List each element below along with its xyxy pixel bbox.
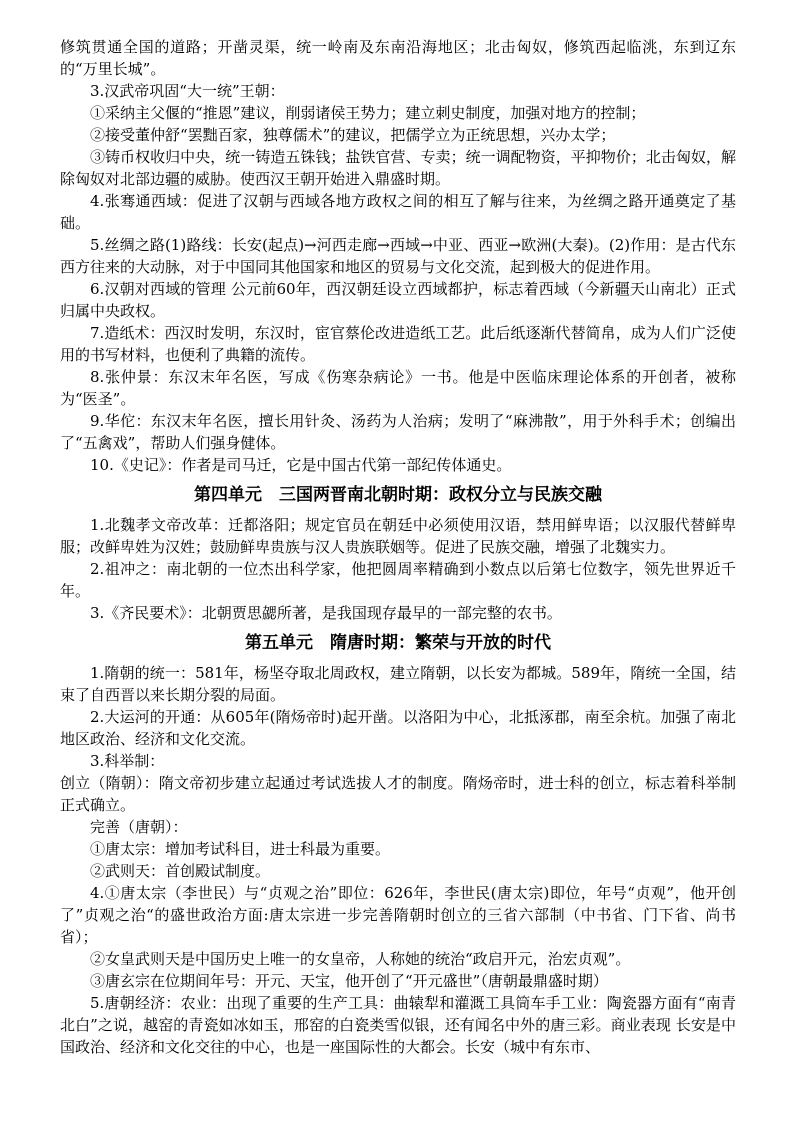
paragraph-tang-taizong-keju: ①唐太宗：增加考试科目，进士科最为重要。 [90,840,391,858]
unit-5-heading: 第五单元 隋唐时期：繁荣与开放的时代 [245,633,551,653]
paragraph-papermaking: 7.造纸术：西汉时发明，东汉时，宦官蔡伦改进造纸工艺。此后纸逐渐代替简帛，成为人们广泛使用的书写材料，也便利了典籍的流传。 [60,324,736,364]
paragraph-hua-tuo: 9.华佗：东汉末年名医，擅长用针灸、汤药为人治病；发明了“麻沸散”，用于外科手术；创编出了“五禽戏”，帮助人们强身健体。 [60,412,736,452]
paragraph-keju-founding: 创立（隋朝）：隋文帝初步建立起通过考试选拔人才的制度。隋炀帝时，进士科的创立，标志着科举制正式确立。 [60,774,736,814]
paragraph-western-regions: 6.汉朝对西域的管理 公元前60年，西汉朝廷设立西域都护，标志着西域（今新疆天山南北）正式归属中央政权。 [60,280,736,320]
paragraph-xiaowen-reform: 1.北魏孝文帝改革：迁都洛阳；规定官员在朝廷中必须使用汉语，禁用鲜卑语；以汉服代替鲜卑服；改鲜卑姓为汉姓；鼓励鲜卑贵族与汉人贵族联姻等。促进了民族交融，增强了北魏实力。 [60,516,736,556]
paragraph-sui-unification: 1.隋朝的统一：581年，杨坚夺取北周政权，建立隋朝，以长安为都城。589年，隋统一全国，结束了自西晋以来长期分裂的局面。 [60,664,736,704]
paragraph-han-wudi-2: ②接受董仲舒“罢黜百家，独尊儒术”的建议，把儒学立为正统思想，兴办太学； [90,126,616,144]
paragraph-zu-chongzhi: 2.祖冲之：南北朝的一位杰出科学家，他把圆周率精确到小数点以后第七位数字，领先世界近千年。 [60,560,736,600]
paragraph-zhenguan: 4.①唐太宗（李世民）与“贞观之治”即位：626年，李世民(唐太宗)即位，年号“贞观”，他开创了”贞观之治“的盛世政治方面:唐太宗进一步完善隋朝时创立的三省六部制（中书省、门下省、尚书省）； [60,884,736,946]
paragraph-keju-perfecting: 完善（唐朝）： [90,818,188,836]
paragraph-qin-roads: 修筑贯通全国的道路；开凿灵渠，统一岭南及东南沿海地区；北击匈奴，修筑西起临洮，东到辽东的“万里长城”。 [60,38,736,78]
paragraph-grand-canal: 2.大运河的开通：从605年(隋炀帝时)起开凿。以洛阳为中心，北抵涿郡，南至余杭。加强了南北地区政治、经济和文化交流。 [60,708,736,748]
paragraph-han-wudi-1: ①采纳主父偃的“推恩”建议，削弱诸侯王势力；建立刺史制度，加强对地方的控制； [90,104,646,122]
paragraph-han-wudi-3: ③铸币权收归中央，统一铸造五铢钱；盐铁官营、专卖；统一调配物资，平抑物价；北击匈奴，解除匈奴对北部边疆的威胁。使西汉王朝开始进入鼎盛时期。 [60,148,736,188]
paragraph-zhang-qian: 4.张骞通西域：促进了汉朝与西域各地方政权之间的相互了解与往来，为丝绸之路开通奠定了基础。 [60,192,736,232]
paragraph-han-wudi-title: 3.汉武帝巩固“大一统”王朝： [90,82,285,100]
paragraph-qimin-yaoshu: 3.《齐民要术》：北朝贾思勰所著，是我国现存最早的一部完整的农书。 [90,604,562,622]
paragraph-silk-road: 5.丝绸之路(1)路线：长安(起点)→河西走廊→西域→中亚、西亚→欧洲(大秦)。(2)作用：是古代东西方往来的大动脉，对于中国同其他国家和地区的贸易与文化交流，起到极大的促进作用。 [60,236,736,276]
paragraph-tang-economy: 5.唐朝经济：农业：出现了重要的生产工具：曲辕犁和灌溉工具筒车手工业：陶瓷器方面有“南青北白”之说，越窑的青瓷如冰如玉，邢窑的白瓷类雪似银，还有闻名中外的唐三彩。商业表现 长安是中国政治、经济和文化交往的中心，也是一座国际性的大都会。长安（城中有东市、 [60,994,736,1056]
document-page [60,36,736,1058]
paragraph-keju-title: 3.科举制： [90,752,165,770]
paragraph-tang-xuanzong: ③唐玄宗在位期间年号：开元、天宝，他开创了“开元盛世”（唐朝最鼎盛时期） [90,972,608,990]
paragraph-shiji: 10.《史记》：作者是司马迁，它是中国古代第一部纪传体通史。 [90,456,512,474]
paragraph-zhang-zhongjing: 8.张仲景：东汉末年名医，写成《伤寒杂病论》一书。他是中医临床理论体系的开创者，被称为“医圣”。 [60,368,736,408]
paragraph-wu-zetian: ②女皇武则天是中国历史上唯一的女皇帝，人称她的统治“政启开元，治宏贞观”。 [90,950,631,968]
unit-4-heading: 第四单元 三国两晋南北朝时期：政权分立与民族交融 [194,485,602,505]
paragraph-wu-zetian-keju: ②武则天：首创殿试制度。 [90,862,271,880]
